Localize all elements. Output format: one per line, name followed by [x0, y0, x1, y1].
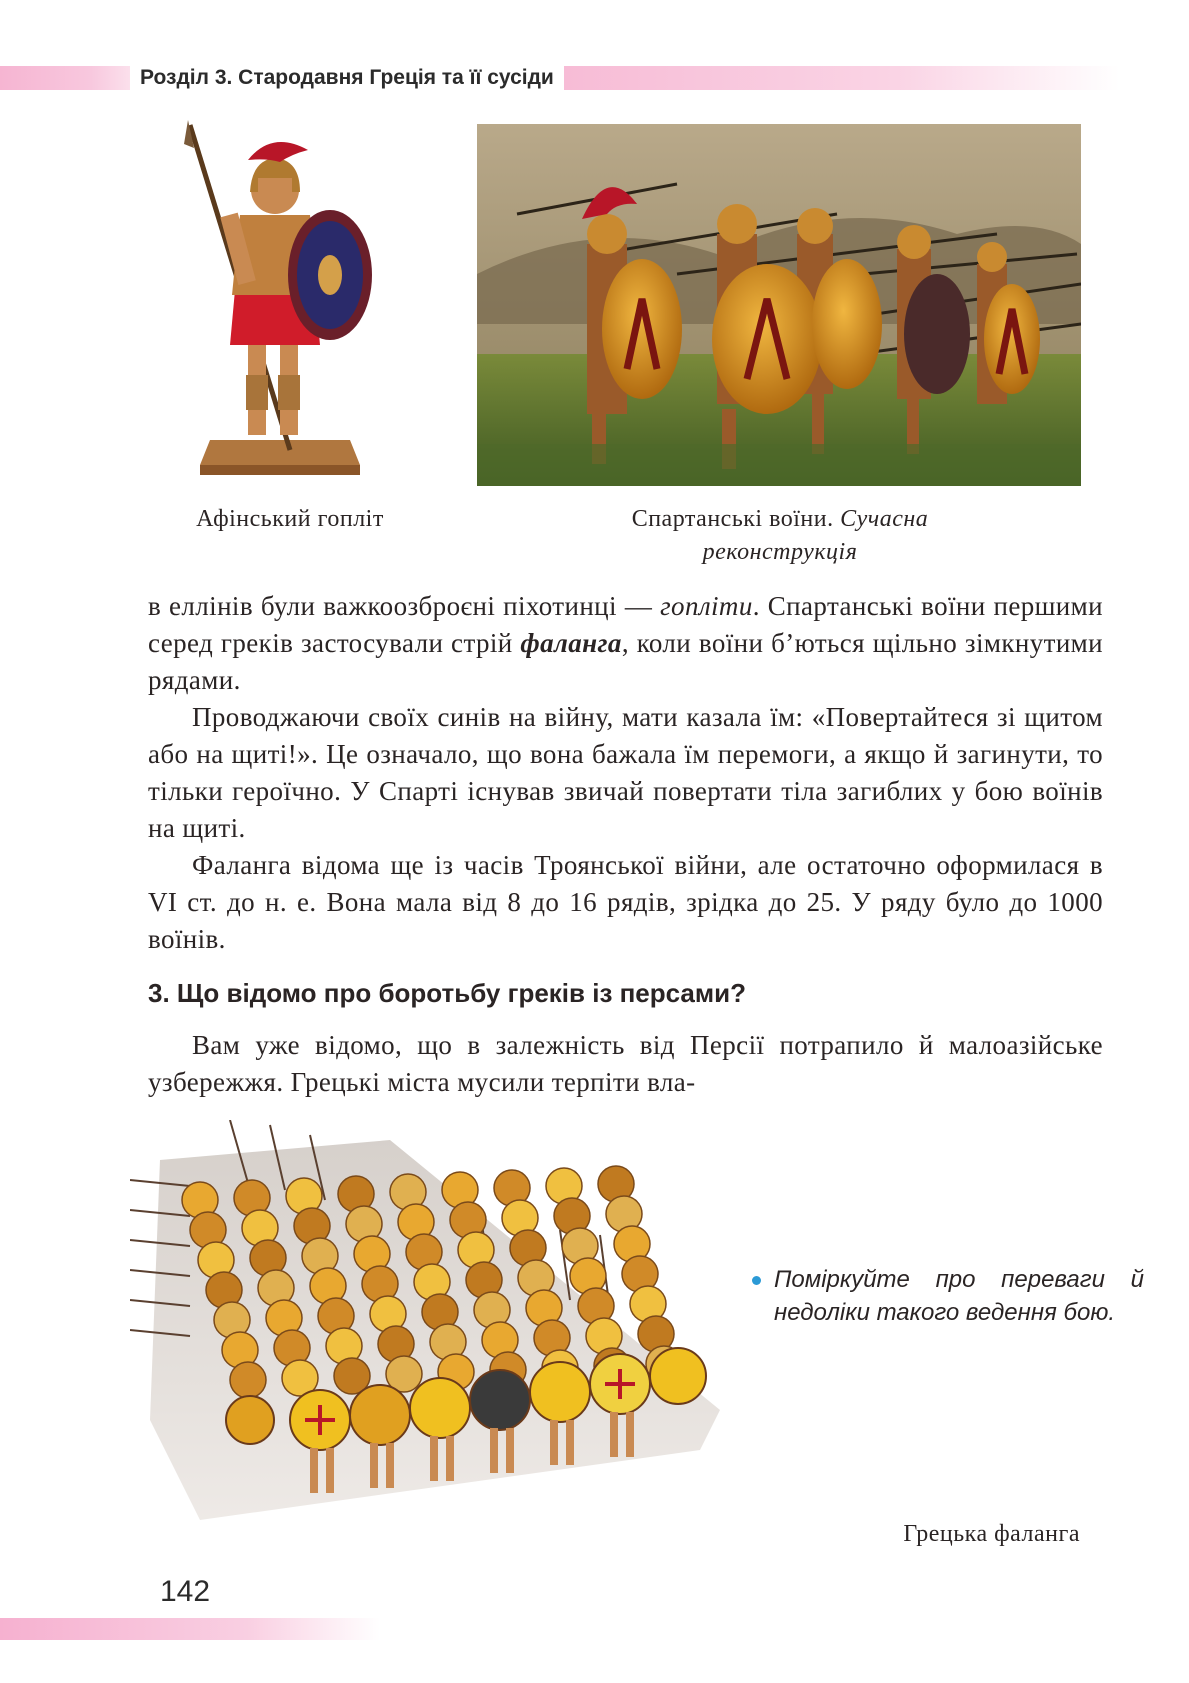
spartans-caption-plain: Спартанські воїни.: [631, 506, 841, 532]
spartan-warriors-image: [477, 124, 1081, 486]
page-header: [0, 66, 1120, 90]
paragraph-1-part-b: . Спартанські воїни першими серед греків застосували стрій: [148, 591, 1103, 658]
hoplite-caption: Афінський гопліт: [196, 506, 384, 532]
paragraph-3: Фаланга відома ще із часів Троянської війни, але остаточно оформилася в VI ст. до н. е. Вона мала від 8 до 16 рядів, зрідка до 25. У ряду було до 1000 воїнів.: [148, 850, 1103, 954]
term-hoplites: гопліти: [660, 591, 753, 621]
hoplite-figure-image: [180, 120, 410, 490]
phalanx-caption: Грецька фаланга: [903, 1521, 1080, 1547]
phalanx-shield: [230, 1362, 266, 1398]
paragraph-4: Вам уже відомо, що в залежність від Персії потрапило й малоазійське узбережжя. Грецькі міста мусили терпіти вла-: [148, 1030, 1103, 1097]
section-3-text-block: [148, 1027, 1103, 1101]
paragraph-1-part-a: в еллінів були важкоозброєні піхотинці —: [148, 591, 661, 621]
think-about-note: [752, 1263, 1144, 1329]
greek-phalanx-image: [130, 1120, 810, 1540]
footer-stripe: [0, 1618, 380, 1640]
paragraph-1: [148, 588, 1103, 699]
section-title: Розділ 3. Стародавня Греція та її сусіди: [140, 66, 554, 89]
note-text: Поміркуйте про переваги й недоліки такого ведення бою.: [774, 1266, 1144, 1326]
bullet-icon: [752, 1276, 761, 1285]
section-3-heading: 3. Що відомо про боротьбу греків із персами?: [148, 978, 746, 1008]
header-stripe-left: [0, 66, 130, 90]
paragraph-1-part-c: , коли воїни б’ються щільно зімкнутими рядами.: [148, 628, 1103, 695]
main-text-block: [148, 588, 1103, 958]
header-stripe-right: [564, 66, 1120, 90]
spartans-caption-italic: Сучасна реконструкція: [702, 506, 929, 565]
paragraph-2: Проводжаючи своїх синів на війну, мати казала їм: «Повертайтеся зі щитом або на щиті!». Це означало, що вона бажала їм перемоги, а якщо й загинути, то тільки героїчно. У Спарті існував звичай повертати тіла загиблих у бою воїнів на щиті.: [148, 702, 1103, 843]
page-number: 142: [160, 1575, 211, 1608]
term-phalanx: фаланга: [520, 628, 622, 658]
spartans-caption: [570, 503, 990, 569]
